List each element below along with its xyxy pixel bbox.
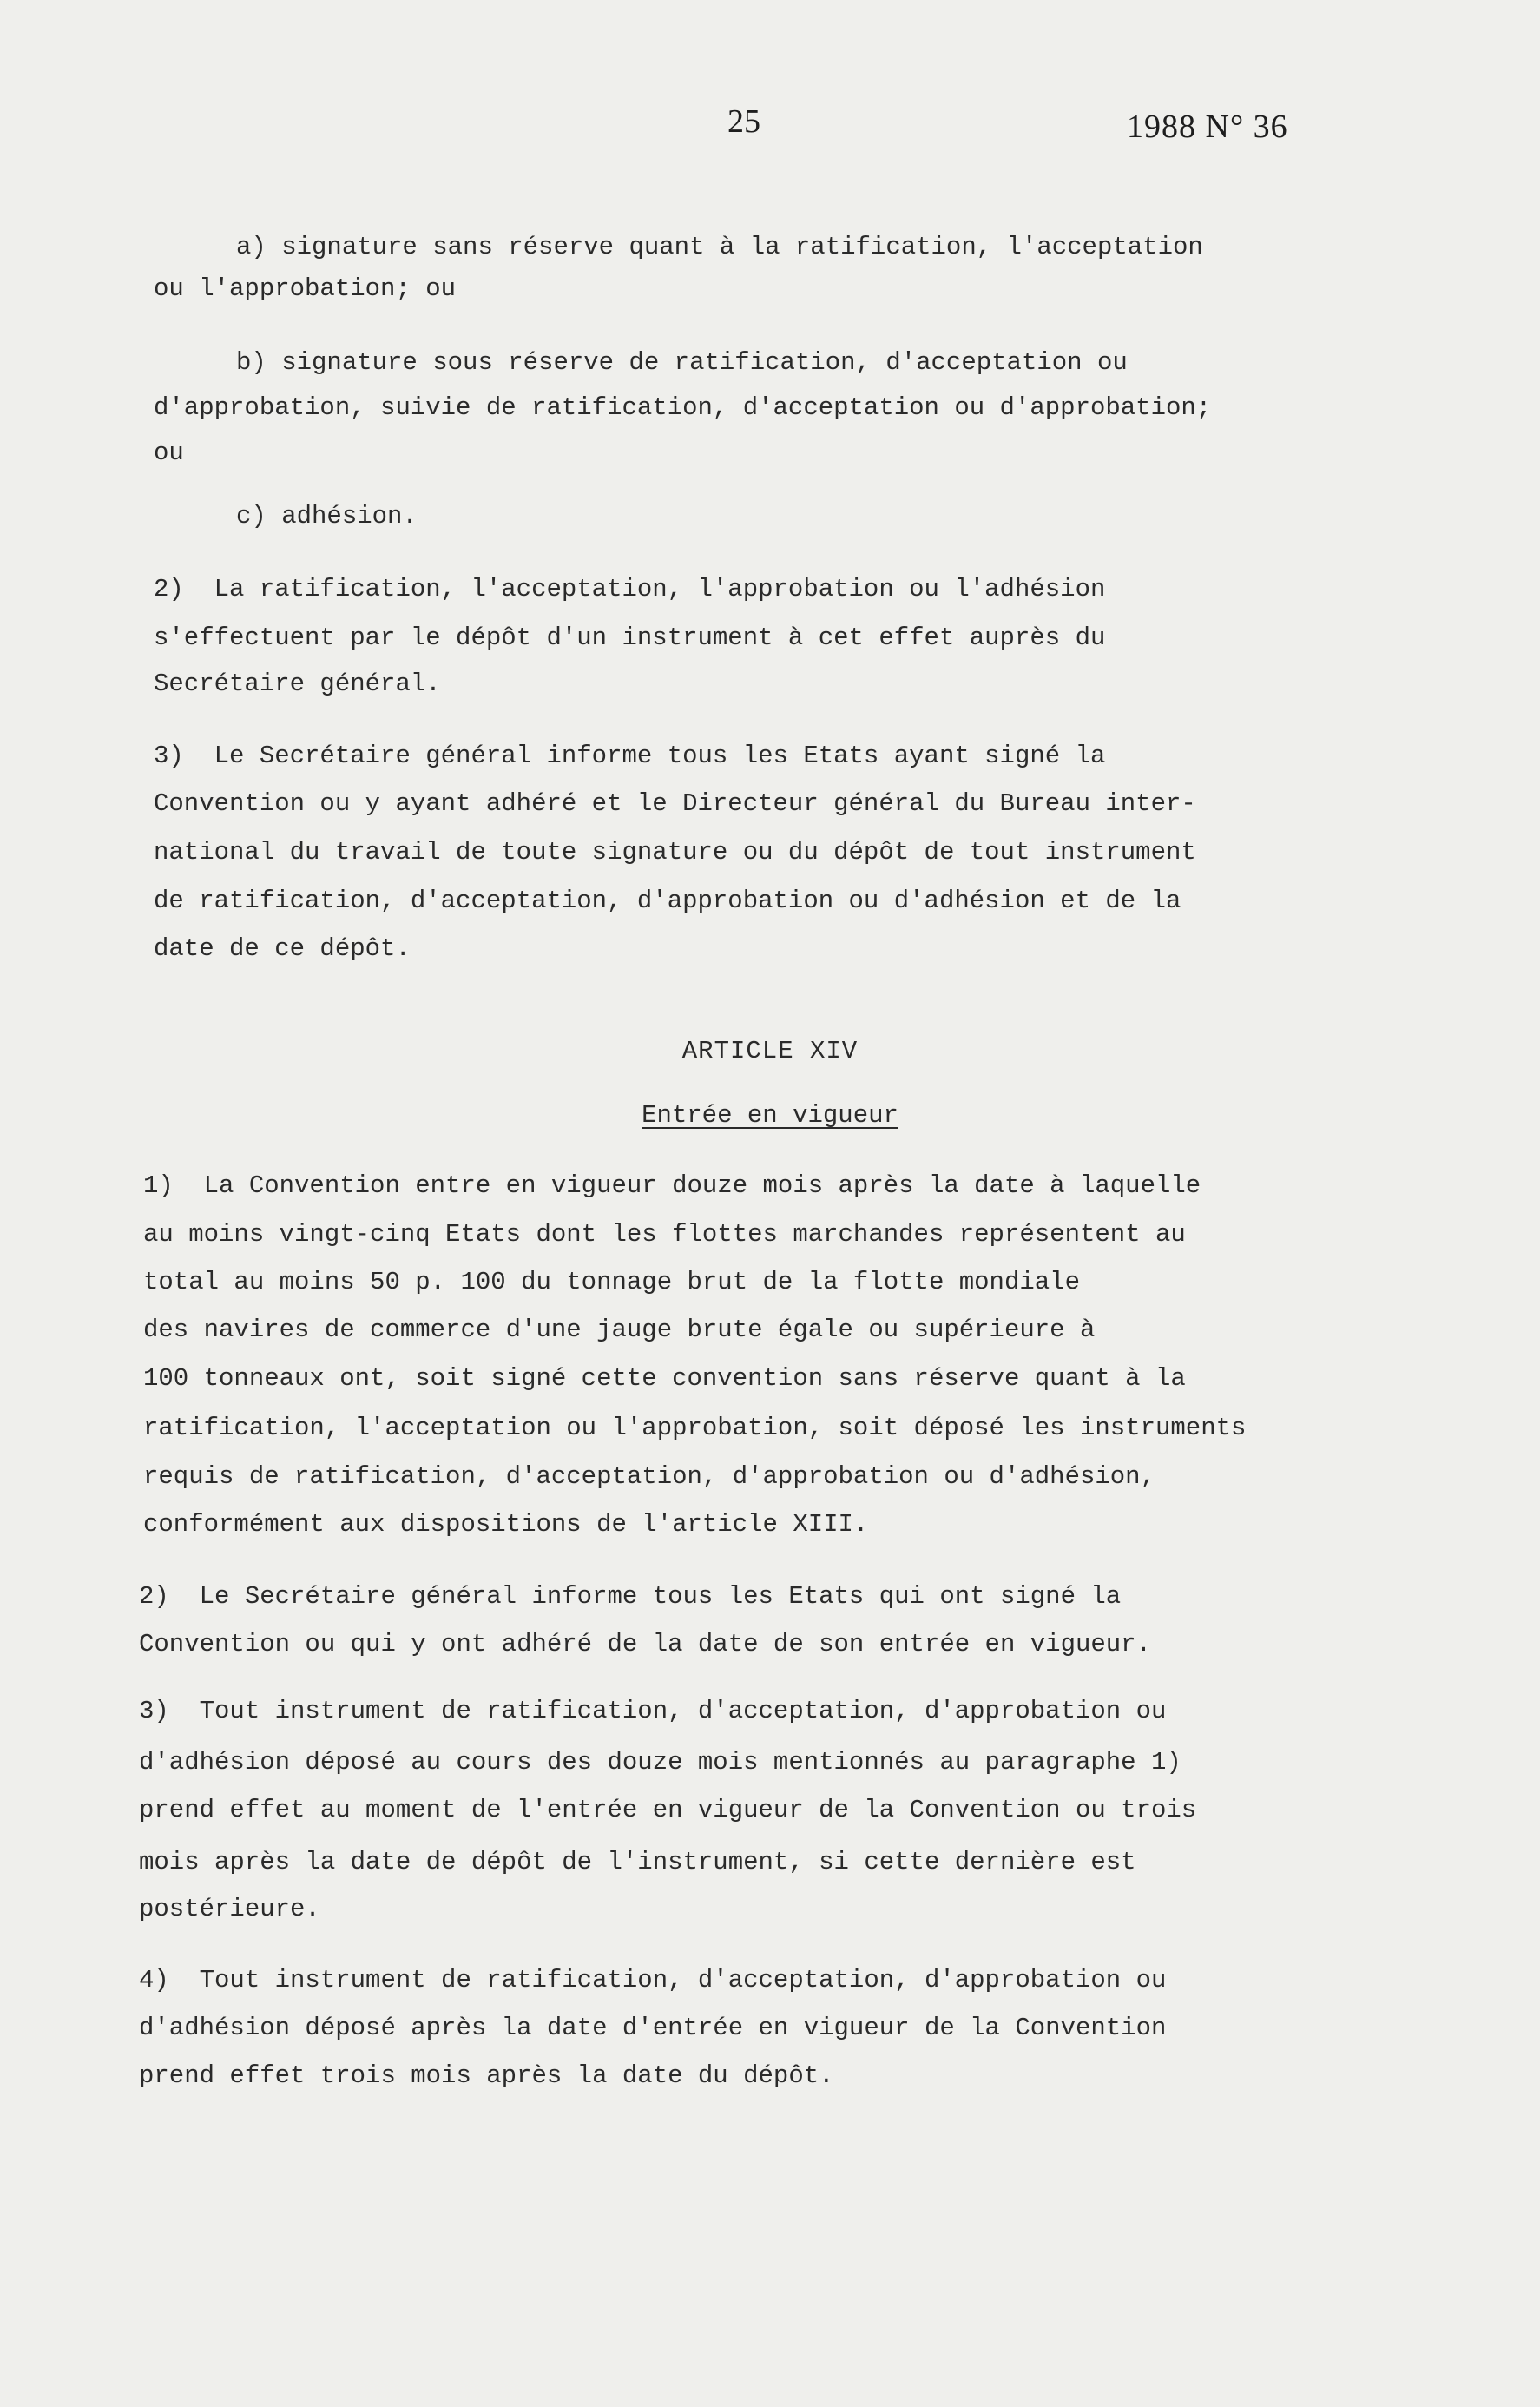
- text-line: prend effet au moment de l'entrée en vigueur de la Convention ou trois: [139, 1796, 1197, 1824]
- text-line: d'approbation, suivie de ratification, d'acceptation ou d'approbation;: [154, 393, 1212, 422]
- text-line: mois après la date de dépôt de l'instrument, si cette dernière est: [139, 1848, 1136, 1876]
- text-line: requis de ratification, d'acceptation, d'approbation ou d'adhésion,: [143, 1462, 1155, 1491]
- page-number: 25: [727, 103, 760, 140]
- text-line: Convention ou y ayant adhéré et le Directeur général du Bureau inter-: [154, 789, 1196, 818]
- article-title-text: Entrée en vigueur: [642, 1101, 898, 1130]
- text-line: prend effet trois mois après la date du dépôt.: [139, 2061, 834, 2090]
- text-line: ou l'approbation; ou: [154, 274, 457, 303]
- article-number: ARTICLE XIV: [681, 1037, 859, 1065]
- text-line: 2) La ratification, l'acceptation, l'approbation ou l'adhésion: [154, 575, 1106, 603]
- text-line: total au moins 50 p. 100 du tonnage brut de la flotte mondiale: [143, 1268, 1080, 1296]
- text-line: postérieure.: [139, 1895, 320, 1923]
- text-line: de ratification, d'acceptation, d'approbation ou d'adhésion et de la: [154, 887, 1181, 915]
- text-line: 3) Le Secrétaire général informe tous les Etats ayant signé la: [154, 742, 1106, 770]
- text-line: 4) Tout instrument de ratification, d'acceptation, d'approbation ou: [139, 1966, 1167, 1995]
- text-line: a) signature sans réserve quant à la ratification, l'acceptation: [236, 233, 1203, 261]
- text-line: d'adhésion déposé au cours des douze mois mentionnés au paragraphe 1): [139, 1748, 1181, 1777]
- text-line: ratification, l'acceptation ou l'approbation, soit déposé les instruments: [143, 1414, 1247, 1442]
- text-line: b) signature sous réserve de ratification, d'acceptation ou: [236, 348, 1128, 377]
- text-line: des navires de commerce d'une jauge brute égale ou supérieure à: [143, 1316, 1096, 1344]
- text-line: date de ce dépôt.: [154, 934, 411, 963]
- text-line: c) adhésion.: [236, 502, 418, 531]
- text-line: s'effectuent par le dépôt d'un instrument à cet effet auprès du: [154, 623, 1106, 652]
- text-line: Convention ou qui y ont adhéré de la date de son entrée en vigueur.: [139, 1630, 1151, 1659]
- text-line: Secrétaire général.: [154, 669, 441, 698]
- text-line: 2) Le Secrétaire général informe tous les Etats qui ont signé la: [139, 1582, 1122, 1611]
- text-line: d'adhésion déposé après la date d'entrée en vigueur de la Convention: [139, 2014, 1167, 2042]
- text-line: 1) La Convention entre en vigueur douze mois après la date à laquelle: [143, 1171, 1201, 1200]
- text-line: au moins vingt-cinq Etats dont les flottes marchandes représentent au: [143, 1220, 1186, 1249]
- page-header: [0, 102, 1540, 155]
- text-line: conformément aux dispositions de l'article XIII.: [143, 1510, 869, 1539]
- article-title: [0, 1092, 1540, 1138]
- text-line: 3) Tout instrument de ratification, d'acceptation, d'approbation ou: [139, 1697, 1167, 1725]
- text-line: national du travail de toute signature ou du dépôt de tout instrument: [154, 838, 1196, 867]
- text-line: 100 tonneaux ont, soit signé cette convention sans réserve quant à la: [143, 1364, 1186, 1393]
- issue-reference: 1988 N° 36: [1127, 109, 1288, 145]
- text-line: ou: [154, 439, 184, 467]
